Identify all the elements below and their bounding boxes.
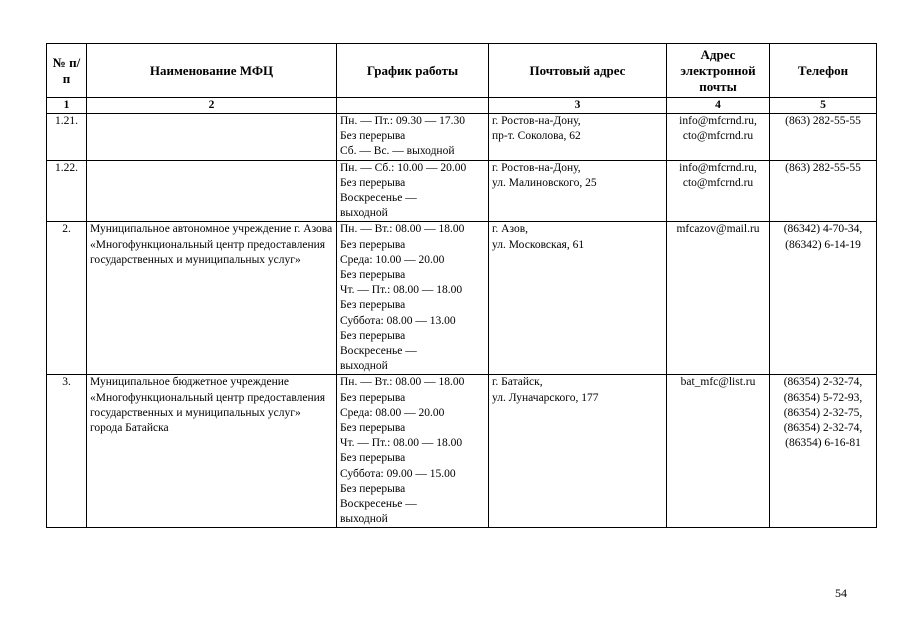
- phone-line: (863) 282-55-55: [785, 161, 861, 174]
- row-number: 2.: [47, 222, 87, 375]
- column-number: [337, 98, 489, 114]
- phone-cell: [770, 114, 877, 161]
- schedule-cell: [337, 114, 489, 161]
- schedule-line: Без перерыва: [340, 299, 406, 312]
- schedule-line: Воскресенье —: [340, 498, 417, 511]
- row-number: 1.21.: [47, 114, 87, 161]
- mfc-table: [46, 43, 877, 528]
- schedule-line: выходной: [340, 207, 388, 220]
- address-cell: [489, 160, 667, 222]
- column-number: 2: [87, 98, 337, 114]
- row-number: 3.: [47, 375, 87, 528]
- header-schedule: График работы: [337, 44, 489, 98]
- schedule-line: Чт. — Пт.: 08.00 — 18.00: [340, 284, 463, 297]
- mfc-name: Муниципальное автономное учреждение г. Азова «Многофункциональный центр предоставления государственных и муниципальных услуг»: [87, 222, 337, 375]
- schedule-cell: [337, 375, 489, 528]
- schedule-line: выходной: [340, 360, 388, 373]
- table-row: [47, 160, 877, 222]
- phone-line: (86354) 6-16-81: [785, 437, 861, 450]
- column-number: 1: [47, 98, 87, 114]
- schedule-line: Среда: 08.00 — 20.00: [340, 406, 445, 419]
- page-number: 54: [835, 586, 847, 600]
- address-line: г. Батайск,: [492, 376, 543, 389]
- column-number-row: [47, 98, 877, 114]
- address-line: ул. Луначарского, 177: [492, 391, 599, 404]
- column-number: 3: [489, 98, 667, 114]
- phone-line: (86354) 5-72-93,: [783, 391, 863, 404]
- schedule-line: Суббота: 09.00 — 15.00: [340, 467, 456, 480]
- mfc-name: Муниципальное бюджетное учреждение «Многофункциональный центр предоставления государственных и муниципальных услуг» города Батайска: [87, 375, 337, 528]
- phone-line: (863) 282-55-55: [785, 115, 861, 127]
- table-row: [47, 222, 877, 375]
- phone-cell: [770, 375, 877, 528]
- schedule-line: Без перерыва: [340, 422, 406, 435]
- schedule-line: Воскресенье —: [340, 345, 417, 358]
- address-cell: [489, 375, 667, 528]
- email-line: info@mfcrnd.ru,: [679, 161, 757, 174]
- email-line: cto@mfcrnd.ru: [682, 130, 754, 143]
- schedule-line: Пн. — Пт.: 09.30 — 17.30: [340, 115, 465, 127]
- phone-line: (86354) 2-32-75,: [783, 406, 863, 419]
- schedule-line: Без перерыва: [340, 391, 406, 404]
- header-phone: Телефон: [770, 44, 877, 98]
- schedule-line: Суббота: 08.00 — 13.00: [340, 314, 456, 327]
- phone-line: (86342) 6-14-19: [785, 238, 861, 251]
- column-number: 4: [667, 98, 770, 114]
- row-number: 1.22.: [47, 160, 87, 222]
- address-line: г. Азов,: [492, 223, 529, 236]
- schedule-line: Без перерыва: [340, 238, 406, 251]
- email-cell: [667, 222, 770, 375]
- address-line: пр-т. Соколова, 62: [492, 130, 581, 143]
- address-line: ул. Малиновского, 25: [492, 176, 597, 189]
- table-row: [47, 375, 877, 528]
- address-cell: [489, 222, 667, 375]
- schedule-line: Без перерыва: [340, 269, 406, 282]
- email-line: cto@mfcrnd.ru: [682, 176, 754, 189]
- schedule-line: Среда: 10.00 — 20.00: [340, 253, 445, 266]
- schedule-line: Сб. — Вс. — выходной: [340, 145, 455, 158]
- schedule-cell: [337, 160, 489, 222]
- schedule-line: Пн. — Вт.: 08.00 — 18.00: [340, 223, 465, 236]
- header-row: [47, 44, 877, 98]
- phone-line: (86354) 2-32-74,: [783, 376, 863, 389]
- phone-cell: [770, 222, 877, 375]
- email-cell: [667, 114, 770, 161]
- phone-line: (86342) 4-70-34,: [783, 223, 863, 236]
- email-line: mfcazov@mail.ru: [676, 223, 760, 236]
- table-row: [47, 114, 877, 161]
- address-line: г. Ростов-на-Дону,: [492, 161, 581, 174]
- mfc-name: [87, 160, 337, 222]
- mfc-name: [87, 114, 337, 161]
- schedule-line: Без перерыва: [340, 452, 406, 465]
- header-email: Адрес электронной почты: [667, 44, 770, 98]
- address-cell: [489, 114, 667, 161]
- phone-line: (86354) 2-32-74,: [783, 422, 863, 435]
- email-line: info@mfcrnd.ru,: [679, 115, 757, 127]
- address-line: г. Ростов-на-Дону,: [492, 115, 581, 127]
- email-cell: [667, 375, 770, 528]
- schedule-line: Без перерыва: [340, 329, 406, 342]
- header-num: № п/п: [47, 44, 87, 98]
- schedule-line: Чт. — Пт.: 08.00 — 18.00: [340, 437, 463, 450]
- email-line: bat_mfc@list.ru: [680, 376, 756, 389]
- address-line: ул. Московская, 61: [492, 238, 585, 251]
- schedule-line: Без перерыва: [340, 482, 406, 495]
- phone-cell: [770, 160, 877, 222]
- header-name: Наименование МФЦ: [87, 44, 337, 98]
- schedule-line: Без перерыва: [340, 176, 406, 189]
- schedule-cell: [337, 222, 489, 375]
- schedule-line: Пн. — Вт.: 08.00 — 18.00: [340, 376, 465, 389]
- email-cell: [667, 160, 770, 222]
- column-number: 5: [770, 98, 877, 114]
- schedule-line: Пн. — Сб.: 10.00 — 20.00: [340, 161, 467, 174]
- schedule-line: Без перерыва: [340, 130, 406, 143]
- schedule-line: Воскресенье —: [340, 192, 417, 205]
- header-address: Почтовый адрес: [489, 44, 667, 98]
- schedule-line: выходной: [340, 513, 388, 526]
